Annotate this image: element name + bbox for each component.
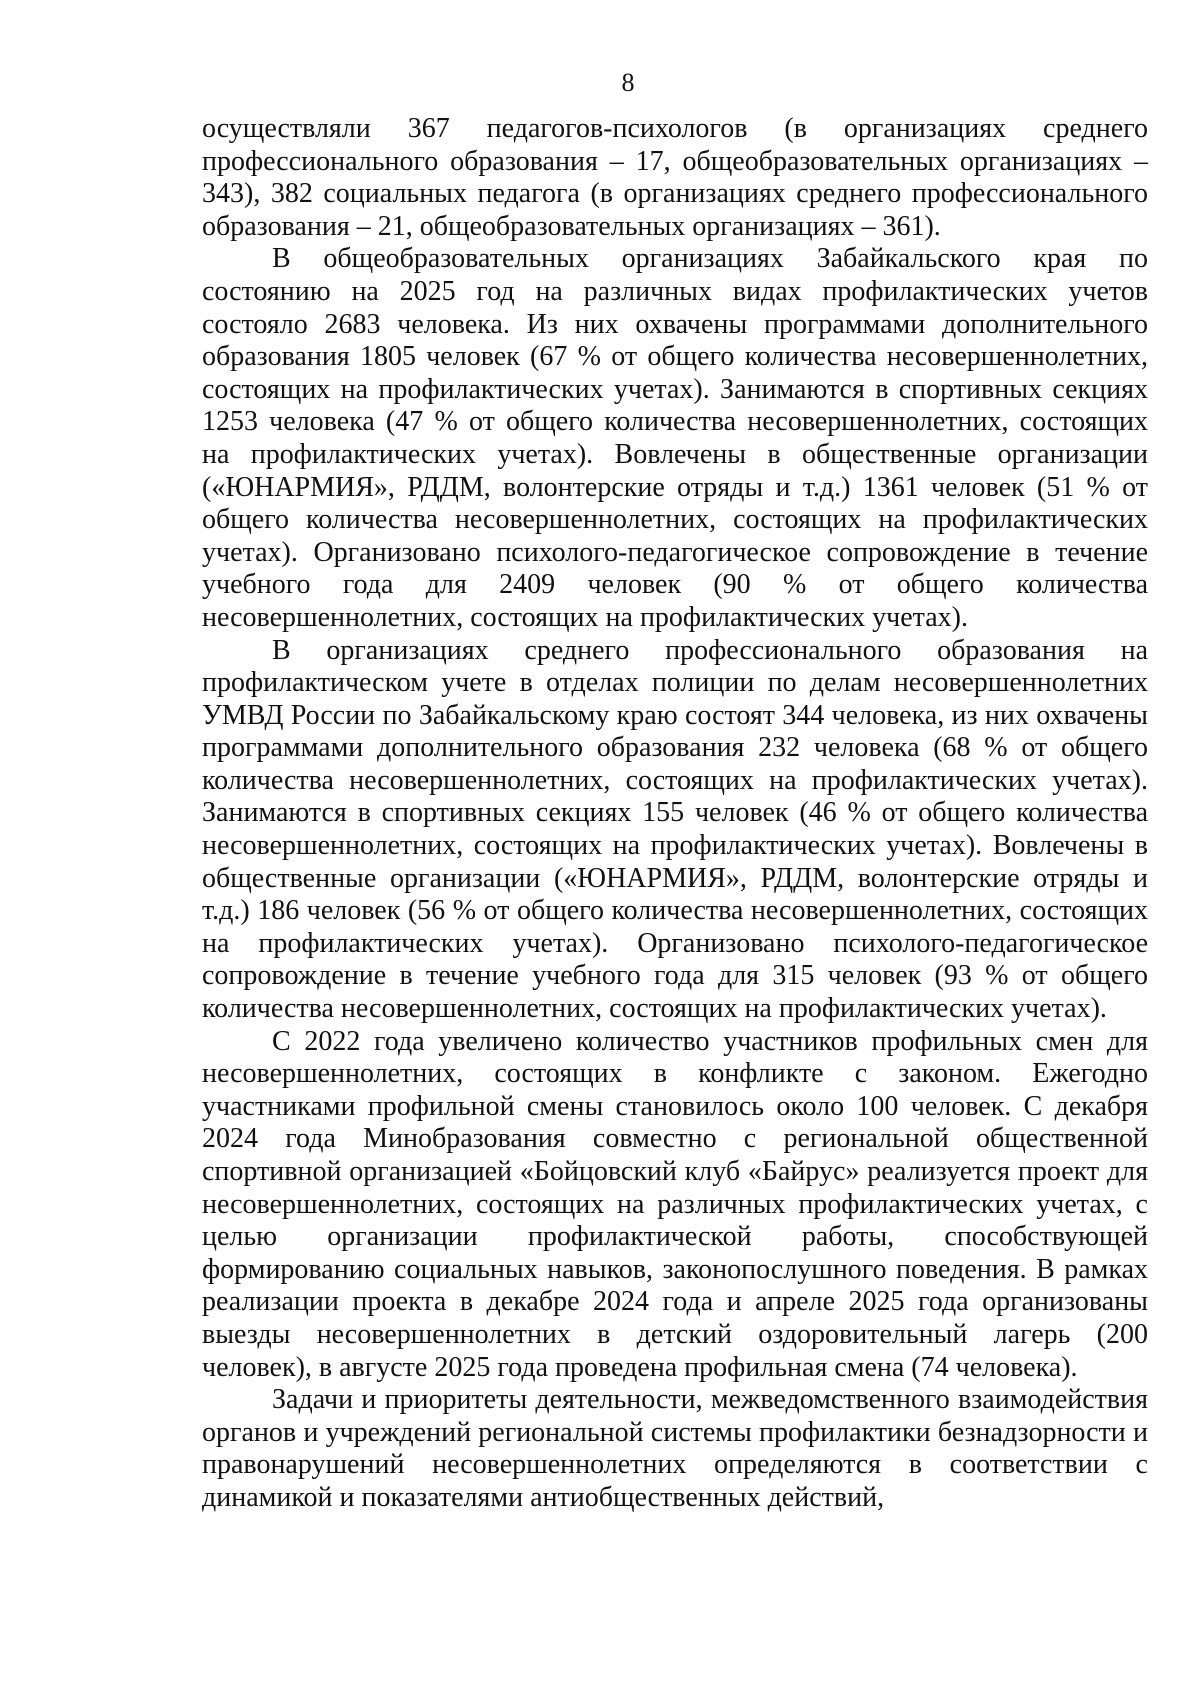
document-body xyxy=(202,113,1148,1515)
page-number: 8 xyxy=(621,68,635,97)
paragraph-profile-shifts-project: С 2022 года увеличено количество участников профильных смен для несовершеннолетних, состоящих в конфликте с законом. Ежегодно участниками профильной смены становилось около 100 человек. С декабря 2024 года Минобразования совместно с региональной общественной спортивной организацией «Бойцовский клуб «Байрус» реализуется проект для несовершеннолетних, состоящих на различных профилактических учетах, с целью организации профилактической работы, способствующей формированию социальных навыков, законопослушного поведения. В рамках реализации проекта в декабре 2024 года и апреле 2025 года организованы выезды несовершеннолетних в детский оздоровительный лагерь (200 человек), в августе 2025 года проведена профильная смена (74 человека). xyxy=(202,1025,1148,1383)
paragraph-tasks-and-priorities: Задачи и приоритеты деятельности, межведомственного взаимодействия органов и учреждений региональной системы профилактики безнадзорности и правонарушений несовершеннолетних определяются в соответствии с динамикой и показателями антиобщественных действий, xyxy=(202,1384,1148,1513)
paragraph-continuation: осуществляли 367 педагогов-психологов (в организациях среднего профессионального образования – 17, общеобразовательных организациях – 343), 382 социальных педагога (в организациях среднего профессионального образования – 21, общеобразовательных организациях – 361). xyxy=(202,113,1148,242)
paragraph-vocational-education-statistics: В организациях среднего профессионального образования на профилактическом учете в отделах полиции по делам несовершеннолетних УМВД России по Забайкальскому краю состоят 344 человека, из них охвачены программами дополнительного образования 232 человека (68 % от общего количества несовершеннолетних, состоящих на профилактических учетах). Занимаются в спортивных секциях 155 человек (46 % от общего количества несовершеннолетних, состоящих на профилактических учетах). Вовлечены в общественные организации («ЮНАРМИЯ», РДДМ, волонтерские отряды и т.д.) 186 человек (56 % от общего количества несовершеннолетних, состоящих на профилактических учетах). Организовано психолого-педагогическое сопровождение в течение учебного года для 315 человек (93 % от общего количества несовершеннолетних, состоящих на профилактических учетах). xyxy=(202,634,1148,1025)
paragraph-general-education-statistics: В общеобразовательных организациях Забайкальского края по состоянию на 2025 год на различных видах профилактических учетов состояло 2683 человека. Из них охвачены программами дополнительного образования 1805 человек (67 % от общего количества несовершеннолетних, состоящих на профилактических учетах). Занимаются в спортивных секциях 1253 человека (47 % от общего количества несовершеннолетних, состоящих на профилактических учетах). Вовлечены в общественные организации («ЮНАРМИЯ», РДДМ, волонтерские отряды и т.д.) 1361 человек (51 % от общего количества несовершеннолетних, состоящих на профилактических учетах). Организовано психолого-педагогическое сопровождение в течение учебного года для 2409 человек (90 % от общего количества несовершеннолетних, состоящих на профилактических учетах). xyxy=(202,243,1148,633)
